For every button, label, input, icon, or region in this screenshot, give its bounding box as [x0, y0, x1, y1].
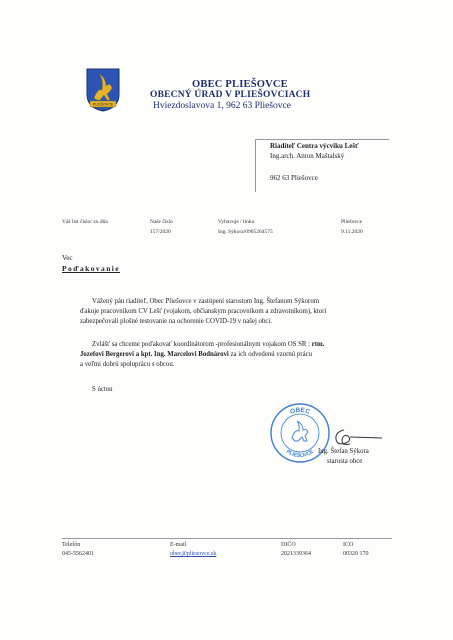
- dic-label: DIČO: [281, 542, 296, 548]
- municipality-name: OBEC PLIEŠOVCE: [192, 79, 288, 90]
- dic-value: 2021339364: [281, 551, 311, 557]
- svg-text:PLIEŠOVCE: [285, 449, 315, 460]
- closing: S úctou: [92, 386, 113, 393]
- email-label: E-mail: [170, 542, 187, 548]
- phone-label: Telefón: [62, 542, 81, 548]
- body-line: Jozefovi Bergerovi a kpt. Ing. Marcelovi Bodnárovi za ich odvedenú vzornú prácu: [80, 351, 312, 358]
- body-line: ďakuje pracovníkom CV Lešť (vojakom, občianskym pracovníkom a zdravotníkom), ktorí: [80, 308, 327, 315]
- our-ref-label: Naše číslo: [150, 219, 173, 225]
- handled-by-value: Ing. Sýkora/0905264575: [218, 229, 273, 235]
- recipient-address: 962 63 Pliešovce: [270, 174, 318, 182]
- coat-banner-text: PLIEŠOVCE: [92, 102, 114, 107]
- svg-text:OBEC: [289, 407, 311, 416]
- coat-of-arms-icon: [86, 68, 120, 112]
- your-ref-label: Váš list číslo/ zo dňa: [62, 219, 108, 225]
- place-label: Pliešovce: [341, 219, 363, 225]
- recipient-title: Riaditeľ Centra výcviku Lešť: [270, 142, 359, 150]
- handwritten-signature: [326, 424, 386, 450]
- office-address: Hviezdoslavova 1, 962 63 Pliešovce: [153, 101, 291, 111]
- stamp-top-text: OBEC: [289, 406, 311, 416]
- subject-label: Vec: [62, 254, 73, 262]
- phone-value: 045-5562401: [62, 551, 94, 557]
- ico-label: ICO: [343, 542, 354, 548]
- body-line: a veľmi dobrú spoluprácu s obcou.: [80, 361, 175, 368]
- letter-date: 9.11.2020: [341, 229, 363, 235]
- footer-divider: [62, 538, 392, 539]
- body-line: Vážený pán riaditeľ, Obec Pliešovce v zastúpení starostom Ing. Štefanom Sýkorom: [92, 298, 320, 305]
- our-ref-value: 157/2020: [150, 229, 171, 235]
- signatory-name: Ing. Štefan Sýkora: [318, 448, 369, 455]
- signatory-role: starosta obce: [327, 458, 363, 465]
- stamp-bottom-text: PLIEŠOVCE: [285, 448, 315, 460]
- email-link[interactable]: obec@pliesovce.sk: [170, 551, 217, 557]
- subject-title: Poďakovanie: [62, 264, 120, 273]
- handled-by-label: Vybavuje / linka: [218, 219, 255, 225]
- office-name: OBECNÝ ÚRAD V PLIEŠOVCIACH: [150, 90, 311, 100]
- ico-value: 00320 170: [343, 551, 369, 557]
- body-line: Zvlášť sa chceme poďakovať koordinátorom -profesionálnym vojakom OS SR : rtm.: [92, 341, 325, 348]
- body-line: zabezpečovali plošné testovanie na ochorenie COVID-19 v našej obci.: [80, 318, 272, 325]
- recipient-name: Ing.arch. Anton Maštalský: [270, 152, 345, 160]
